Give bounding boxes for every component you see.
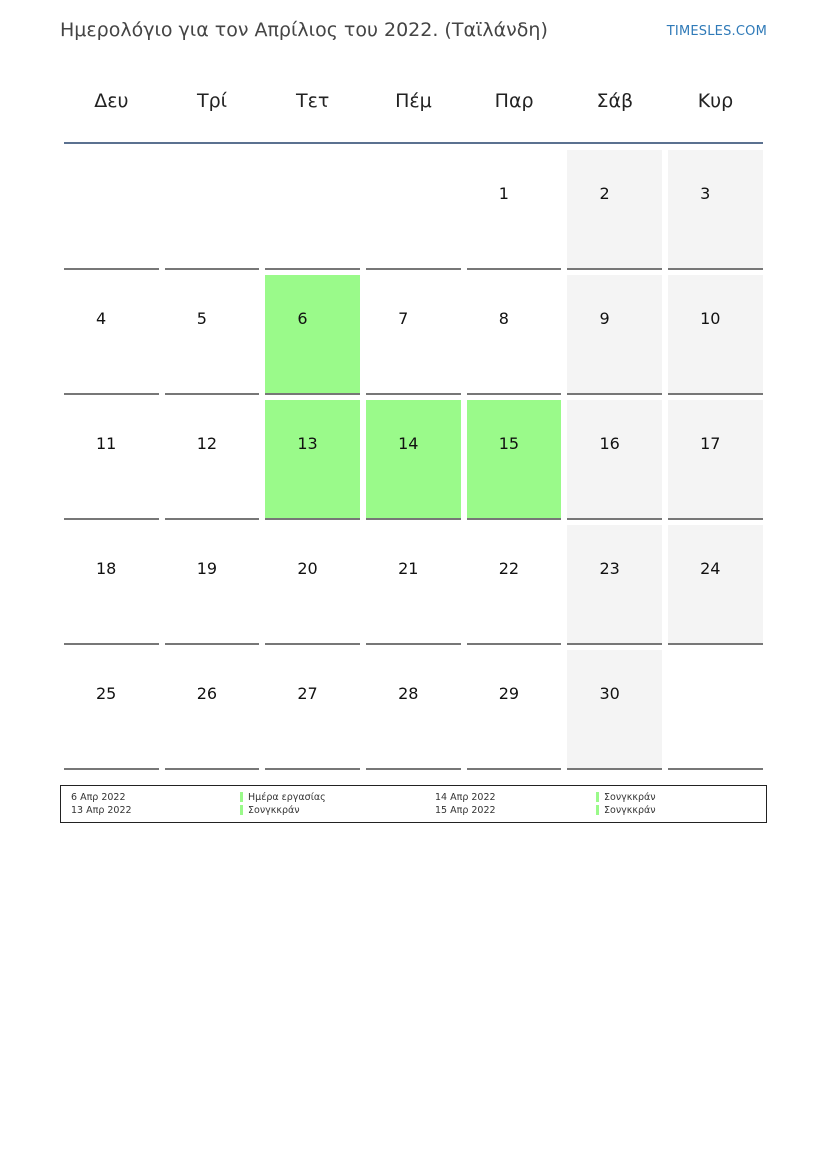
calendar-empty-cell (64, 150, 159, 270)
day-number: 13 (297, 434, 318, 453)
day-number: 30 (599, 684, 620, 703)
calendar-day-cell[interactable] (668, 150, 763, 270)
weekday-header-row (61, 90, 766, 112)
calendar-day-cell[interactable] (64, 525, 159, 645)
legend-name-1: Ημέρα εργασίας (248, 792, 326, 803)
day-number: 25 (96, 684, 117, 703)
day-number: 4 (96, 309, 107, 328)
day-number: 12 (196, 434, 218, 453)
calendar-grid (61, 146, 766, 771)
calendar-day-cell[interactable] (467, 150, 562, 270)
header-divider (64, 142, 763, 144)
calendar-day-cell[interactable] (467, 525, 562, 645)
day-number: 3 (700, 184, 711, 203)
day-number: 28 (398, 684, 419, 703)
weekday-label-mon: Δευ (94, 90, 129, 112)
page-title: Ημερολόγιο για τον Απρίλιος του 2022. (Ταϊλάνδη) (60, 19, 548, 41)
legend-name-4: Σονγκκράν (604, 805, 656, 816)
calendar-day-cell[interactable] (64, 400, 159, 520)
weekday-label-wed: Τετ (296, 90, 330, 112)
calendar-day-cell[interactable] (64, 650, 159, 770)
day-number: 11 (96, 434, 117, 453)
weekday-label-sun: Κυρ (697, 90, 734, 112)
day-number: 1 (498, 184, 509, 203)
day-number: 5 (196, 309, 207, 328)
calendar-day-cell[interactable] (64, 275, 159, 395)
calendar-day-cell[interactable] (265, 650, 360, 770)
legend-date-3: 14 Απρ 2022 (435, 792, 496, 803)
day-number: 6 (297, 309, 308, 328)
day-number: 2 (599, 184, 610, 203)
day-number: 24 (700, 559, 721, 578)
day-number: 9 (599, 309, 610, 328)
legend-marker-4 (596, 805, 599, 815)
weekday-label-thu: Πέμ (395, 90, 432, 112)
day-number: 19 (196, 559, 218, 578)
calendar-day-cell[interactable] (567, 275, 662, 395)
day-number: 14 (398, 434, 419, 453)
calendar-empty-cell (668, 650, 763, 770)
day-number: 20 (297, 559, 318, 578)
calendar-day-cell[interactable] (467, 275, 562, 395)
legend-date-2: 13 Απρ 2022 (71, 805, 132, 816)
calendar-day-cell[interactable] (366, 650, 461, 770)
day-number: 10 (700, 309, 721, 328)
calendar-day-cell[interactable] (366, 525, 461, 645)
calendar-day-cell[interactable] (567, 525, 662, 645)
calendar-day-cell[interactable] (265, 275, 360, 395)
day-number: 18 (96, 559, 117, 578)
legend-marker-3 (596, 792, 599, 802)
brand-link[interactable]: TIMESLES.COM (666, 24, 767, 39)
calendar-day-cell[interactable] (366, 275, 461, 395)
calendar-day-cell[interactable] (165, 650, 260, 770)
calendar-week-row (61, 646, 766, 771)
day-number: 7 (398, 309, 409, 328)
calendar-empty-cell (265, 150, 360, 270)
calendar-day-cell[interactable] (567, 150, 662, 270)
day-number: 27 (297, 684, 318, 703)
calendar-day-cell[interactable] (265, 525, 360, 645)
day-number: 15 (498, 434, 520, 453)
legend-marker-2 (240, 805, 243, 815)
legend-date-1: 6 Απρ 2022 (71, 792, 126, 803)
calendar-week-row (61, 521, 766, 646)
calendar-week-row (61, 271, 766, 396)
day-number: 29 (498, 684, 520, 703)
day-number: 17 (700, 434, 721, 453)
weekday-label-tue: Τρί (196, 90, 228, 112)
calendar-day-cell[interactable] (265, 400, 360, 520)
weekday-label-sat: Σάβ (596, 90, 634, 112)
holiday-legend (60, 785, 767, 823)
weekday-label-fri: Παρ (494, 90, 534, 112)
day-number: 22 (498, 559, 520, 578)
day-number: 21 (398, 559, 419, 578)
calendar-day-cell[interactable] (165, 400, 260, 520)
day-number: 16 (599, 434, 620, 453)
calendar-week-row (61, 396, 766, 521)
day-number: 26 (196, 684, 218, 703)
day-number: 23 (599, 559, 620, 578)
calendar-day-cell[interactable] (467, 650, 562, 770)
calendar-day-cell[interactable] (668, 525, 763, 645)
calendar-day-cell[interactable] (567, 650, 662, 770)
legend-date-4: 15 Απρ 2022 (435, 805, 496, 816)
calendar-day-cell[interactable] (668, 400, 763, 520)
day-number: 8 (498, 309, 509, 328)
calendar-empty-cell (165, 150, 260, 270)
legend-marker-1 (240, 792, 243, 802)
calendar-week-row (61, 146, 766, 271)
calendar-day-cell[interactable] (567, 400, 662, 520)
calendar-day-cell[interactable] (668, 275, 763, 395)
calendar-empty-cell (366, 150, 461, 270)
calendar-day-cell[interactable] (165, 525, 260, 645)
calendar-day-cell[interactable] (467, 400, 562, 520)
calendar-day-cell[interactable] (165, 275, 260, 395)
legend-name-2: Σονγκκράν (248, 805, 300, 816)
calendar-day-cell[interactable] (366, 400, 461, 520)
legend-name-3: Σονγκκράν (604, 792, 656, 803)
